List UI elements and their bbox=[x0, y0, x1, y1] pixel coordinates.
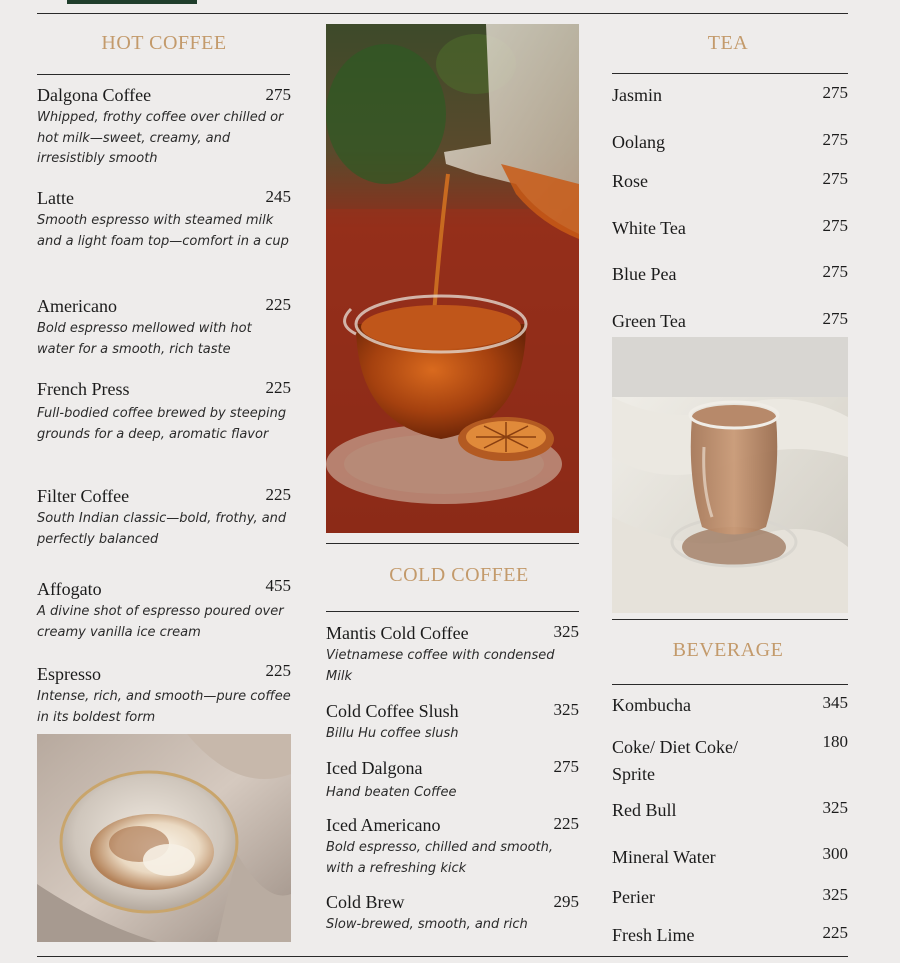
item-price: 275 bbox=[822, 262, 848, 281]
item-description: Slow-brewed, smooth, and rich bbox=[326, 917, 528, 932]
item-name: Filter Coffee bbox=[37, 486, 130, 506]
item-name: Green Tea bbox=[612, 311, 686, 331]
item-name: Perier bbox=[612, 887, 655, 907]
item-name: Cold Brew bbox=[326, 892, 405, 912]
item-price: 275 bbox=[822, 130, 848, 149]
item-price: 225 bbox=[265, 378, 291, 397]
item-price: 325 bbox=[822, 885, 848, 904]
item-price: 225 bbox=[265, 661, 291, 680]
item-price: 325 bbox=[822, 798, 848, 817]
menu-item-cold-brew bbox=[326, 891, 579, 936]
item-description: South Indian classic—bold, frothy, and perfectly balanced bbox=[37, 511, 287, 547]
item-name: Jasmin bbox=[612, 85, 663, 105]
item-name: Mineral Water bbox=[612, 847, 716, 867]
affogato-photo bbox=[37, 734, 291, 942]
item-price: 245 bbox=[265, 187, 291, 206]
menu-item-jasmin bbox=[612, 84, 848, 106]
menu-item-white-tea bbox=[612, 217, 848, 239]
menu-item-fresh-lime bbox=[612, 924, 848, 946]
menu-item-dalgona-coffee bbox=[37, 84, 291, 170]
cold-coffee-divider bbox=[326, 611, 579, 612]
cold-coffee-top-divider bbox=[326, 543, 579, 544]
menu-item-affogato bbox=[37, 578, 291, 643]
item-description: Whipped, frothy coffee over chilled or hot milk—sweet, creamy, and irresistibly smooth bbox=[37, 110, 284, 166]
beverage-top-divider bbox=[612, 619, 848, 620]
menu-item-french-press bbox=[37, 378, 291, 445]
chai-glass-photo bbox=[612, 337, 848, 613]
tea-pour-photo bbox=[326, 24, 579, 533]
section-heading-cold-coffee: COLD COFFEE bbox=[389, 564, 529, 586]
beverage-divider bbox=[612, 684, 848, 685]
menu-item-rose bbox=[612, 170, 848, 192]
item-description: Vietnamese coffee with condensed Milk bbox=[326, 648, 555, 684]
item-price: 225 bbox=[553, 814, 579, 833]
hot-coffee-divider bbox=[37, 74, 290, 75]
tea-divider bbox=[612, 73, 848, 74]
item-price: 275 bbox=[822, 83, 848, 102]
item-name: French Press bbox=[37, 379, 130, 399]
item-price: 275 bbox=[265, 85, 291, 104]
menu-item-cold-coffee-slush bbox=[326, 700, 579, 745]
item-price: 225 bbox=[822, 923, 848, 942]
section-heading-hot-coffee: HOT COFFEE bbox=[101, 32, 227, 54]
item-name: Iced Americano bbox=[326, 815, 441, 835]
item-name: Red Bull bbox=[612, 800, 677, 820]
menu-item-green-tea bbox=[612, 310, 848, 332]
item-name: Americano bbox=[37, 296, 117, 316]
menu-item-mantis-cold-coffee bbox=[326, 622, 579, 687]
top-divider bbox=[37, 13, 848, 14]
item-description: Bold espresso, chilled and smooth, with a refreshing kick bbox=[326, 840, 554, 876]
item-description: Intense, rich, and smooth—pure coffee in its boldest form bbox=[37, 689, 291, 725]
item-price: 325 bbox=[553, 622, 579, 641]
item-description: Full-bodied coffee brewed by steeping grounds for a deep, aromatic flavor bbox=[37, 406, 287, 442]
menu-item-espresso bbox=[37, 663, 291, 728]
item-name: Coke/ Diet Coke/ Sprite bbox=[612, 737, 738, 784]
item-description: Hand beaten Coffee bbox=[326, 785, 457, 800]
menu-item-iced-americano bbox=[326, 814, 579, 879]
item-name: Cold Coffee Slush bbox=[326, 701, 459, 721]
item-name: Oolang bbox=[612, 132, 665, 152]
item-price: 275 bbox=[822, 216, 848, 235]
item-name: Mantis Cold Coffee bbox=[326, 623, 469, 643]
item-price: 325 bbox=[553, 700, 579, 719]
item-price: 275 bbox=[822, 169, 848, 188]
menu-item-americano bbox=[37, 295, 291, 360]
item-description: Bold espresso mellowed with hot water for a smooth, rich taste bbox=[37, 321, 252, 357]
item-price: 300 bbox=[822, 844, 848, 863]
menu-item-oolang bbox=[612, 131, 848, 153]
item-name: Iced Dalgona bbox=[326, 758, 423, 778]
menu-item-perier bbox=[612, 886, 848, 908]
item-price: 180 bbox=[822, 732, 848, 751]
item-name: Dalgona Coffee bbox=[37, 85, 152, 105]
item-name: White Tea bbox=[612, 218, 686, 238]
menu-item-kombucha bbox=[612, 694, 848, 716]
menu-item-blue-pea bbox=[612, 263, 848, 285]
item-price: 455 bbox=[265, 576, 291, 595]
item-name: Fresh Lime bbox=[612, 925, 695, 945]
menu-item-filter-coffee bbox=[37, 485, 291, 550]
menu-item-coke bbox=[612, 734, 848, 788]
item-name: Latte bbox=[37, 188, 74, 208]
item-name: Kombucha bbox=[612, 695, 691, 715]
item-description: Smooth espresso with steamed milk and a light foam top—comfort in a cup bbox=[37, 213, 289, 249]
menu-item-latte bbox=[37, 187, 291, 252]
bottom-divider bbox=[37, 956, 848, 957]
item-name: Blue Pea bbox=[612, 264, 677, 284]
menu-item-iced-dalgona bbox=[326, 757, 579, 804]
section-heading-beverage: BEVERAGE bbox=[672, 639, 784, 661]
item-name: Rose bbox=[612, 171, 648, 191]
item-description: A divine shot of espresso poured over creamy vanilla ice cream bbox=[37, 604, 284, 640]
item-price: 295 bbox=[553, 892, 579, 911]
item-description: Billu Hu coffee slush bbox=[326, 726, 459, 741]
item-price: 225 bbox=[265, 485, 291, 504]
item-price: 225 bbox=[265, 295, 291, 314]
item-price: 275 bbox=[822, 309, 848, 328]
section-heading-tea: TEA bbox=[707, 32, 749, 54]
item-name: Affogato bbox=[37, 579, 102, 599]
item-price: 345 bbox=[822, 693, 848, 712]
item-price: 275 bbox=[553, 757, 579, 776]
menu-item-mineral-water bbox=[612, 846, 848, 868]
menu-item-red-bull bbox=[612, 799, 848, 821]
item-name: Espresso bbox=[37, 664, 101, 684]
brand-bar bbox=[67, 0, 197, 4]
